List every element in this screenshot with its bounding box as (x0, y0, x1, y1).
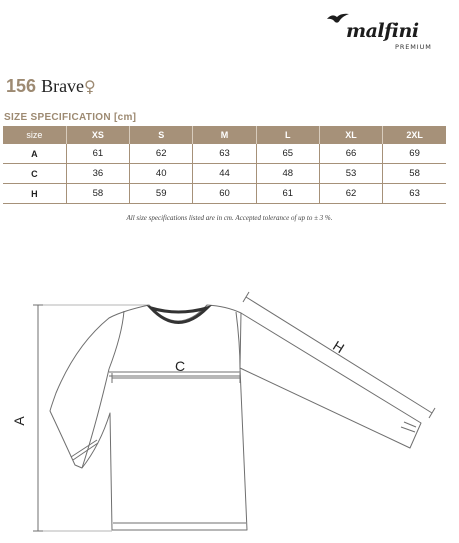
row-label: A (3, 144, 66, 164)
cuff-seam (404, 422, 416, 427)
brand-tagline: PREMIUM (395, 43, 432, 51)
armhole-seam (109, 311, 124, 369)
product-name: Brave (41, 76, 85, 96)
cuff-seam (401, 427, 415, 432)
tolerance-note: All size specifications listed are in cm. Accepted tolerance of up to ± 3 %. (126, 214, 333, 222)
table-cell: 63 (383, 184, 446, 204)
table-header-cell: XS (66, 126, 129, 144)
table-cell: 66 (319, 144, 382, 164)
table-cell: 36 (66, 164, 129, 184)
table-cell: 62 (319, 184, 382, 204)
armhole-seam (236, 312, 240, 369)
table-cell: 65 (256, 144, 319, 164)
table-cell: 58 (66, 184, 129, 204)
table-header-cell: size (3, 126, 66, 144)
right-sleeve (240, 313, 421, 448)
size-table (3, 126, 446, 204)
row-label: C (3, 164, 66, 184)
female-symbol-icon: ♀ (84, 77, 96, 96)
brand-logo (326, 8, 448, 54)
section-title: SIZE SPECIFICATION [cm] (4, 112, 137, 123)
sleeve-seam (82, 369, 109, 468)
shirt-outline (50, 305, 247, 530)
table-cell: 40 (130, 164, 193, 184)
table-cell: 58 (383, 164, 446, 184)
brand-name: malfini (346, 20, 419, 42)
dimension-label-h: H (330, 337, 348, 357)
dimension-label-c: C (174, 358, 186, 374)
table-row (3, 164, 446, 184)
table-cell: 60 (193, 184, 256, 204)
dimension-label-a: A (11, 416, 27, 426)
table-header-cell: S (130, 126, 193, 144)
table-header-cell: 2XL (383, 126, 446, 144)
table-cell: 62 (130, 144, 193, 164)
table-row (3, 184, 446, 204)
table-header-cell: XL (319, 126, 382, 144)
table-cell: 63 (193, 144, 256, 164)
collar (151, 308, 207, 323)
garment-diagram (0, 285, 459, 543)
product-title (6, 76, 96, 97)
table-header-cell: L (256, 126, 319, 144)
table-row (3, 144, 446, 164)
table-cell: 61 (256, 184, 319, 204)
table-cell: 53 (319, 164, 382, 184)
table-cell: 48 (256, 164, 319, 184)
table-cell: 69 (383, 144, 446, 164)
table-header-row (3, 126, 446, 144)
table-cell: 59 (130, 184, 193, 204)
table-header-cell: M (193, 126, 256, 144)
cuff-seam (71, 440, 97, 457)
table-cell: 61 (66, 144, 129, 164)
row-label: H (3, 184, 66, 204)
table-cell: 44 (193, 164, 256, 184)
product-code: 156 (6, 76, 37, 96)
